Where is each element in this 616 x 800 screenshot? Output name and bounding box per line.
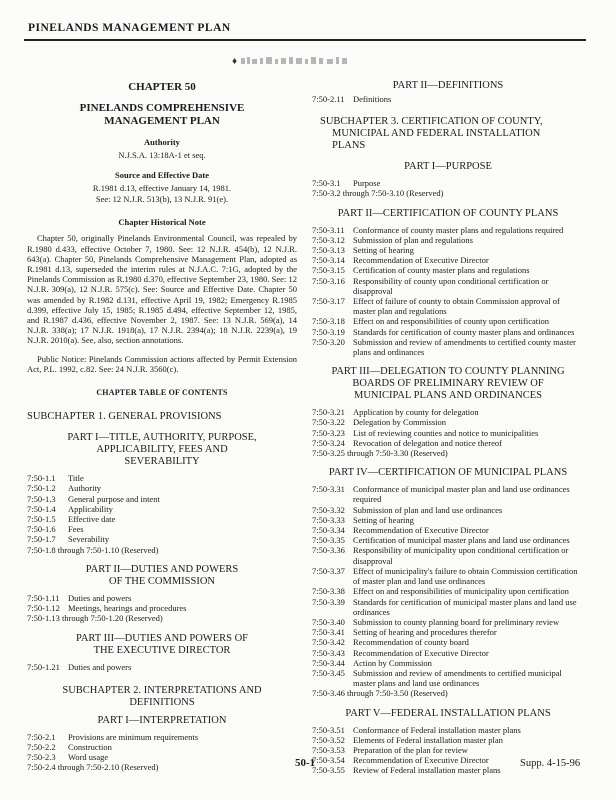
toc-entry: [27, 752, 297, 762]
toc-entry: [27, 662, 297, 672]
section-number: 7:50-3.31: [312, 484, 345, 495]
part-heading: PART V—FEDERAL INSTALLATION PLANS: [345, 707, 551, 719]
authority-heading: Authority: [144, 137, 180, 148]
section-title: Revocation of delegation and notice thereof: [353, 437, 502, 448]
section-title: Effect of municipality's failure to obtain Commission certification of master plan and land use ordinances: [353, 565, 578, 587]
section-title: Applicability: [68, 503, 113, 514]
toc-entry: [312, 94, 584, 104]
section-number: 7:50-1.11: [27, 592, 60, 603]
toc-entry: [312, 505, 584, 515]
section-number: 7:50-3.32: [312, 504, 345, 515]
toc-list: [312, 225, 584, 358]
section-number: 7:50-3.24: [312, 437, 345, 448]
section-number: 7:50-3.36: [312, 545, 345, 556]
section-title: Word usage: [68, 752, 109, 763]
stamp-mark: [232, 54, 354, 68]
toc-list: [27, 593, 297, 613]
part-heading: PART I—PURPOSE: [404, 161, 492, 173]
section-number: 7:50-2.11: [312, 94, 345, 104]
section-number: 7:50-1.1: [27, 473, 56, 484]
toc-entry: [312, 417, 584, 427]
section-number: 7:50-3.55: [312, 765, 345, 776]
part-heading: PART II—DEFINITIONS: [392, 80, 504, 91]
toc-entry: [312, 545, 584, 565]
public-notice: Public Notice: Pinelands Commission actions affected by Permit Extension Act, P.L. 1992, c.82. See: 24 N.J.R. 3560(c).: [27, 353, 297, 374]
part-heading-line: OF THE COMMISSION: [109, 575, 215, 587]
toc-range: 7:50-1.13 through 7:50-1.20 (Reserved): [27, 613, 163, 624]
section-title: Duties and powers: [68, 661, 132, 672]
toc-entry: [27, 473, 297, 483]
part-heading: PART I—INTERPRETATION: [97, 714, 227, 726]
section-number: 7:50-3.33: [312, 514, 345, 525]
section-number: 7:50-2.3: [27, 752, 56, 763]
section-number: 7:50-3.16: [312, 275, 345, 286]
subchapter-title: [320, 116, 584, 152]
section-number: 7:50-3.13: [312, 245, 345, 256]
section-title: Provisions are minimum requirements: [68, 731, 199, 742]
toc-entry: [312, 745, 584, 755]
toc-entry: [27, 483, 297, 493]
section-title: Definitions: [353, 94, 392, 104]
section-title: Recommendation of Executive Director: [353, 755, 489, 766]
stamp-icon: [241, 56, 349, 66]
section-number: 7:50-3.22: [312, 417, 345, 428]
toc-entry: [27, 593, 297, 603]
toc-entry: [312, 235, 584, 245]
part-heading: [27, 432, 297, 468]
toc-entry: [312, 648, 584, 658]
section-title: Purpose: [353, 178, 381, 189]
section-title: Fees: [68, 524, 84, 535]
supplement-date: Supp. 4-15-96: [520, 758, 581, 769]
section-number: 7:50-3.42: [312, 637, 345, 648]
toc-entry: [312, 245, 584, 255]
section-title: Recommendation of Executive Director: [353, 647, 489, 658]
part-heading-line: SEVERABILITY: [124, 456, 200, 468]
section-title: Construction: [68, 741, 112, 752]
section-title: Duties and powers: [68, 592, 132, 603]
section-number: 7:50-1.4: [27, 503, 56, 514]
chapter-title: [27, 102, 297, 128]
subchapter-title: SUBCHAPTER 1. GENERAL PROVISIONS: [27, 411, 222, 423]
section-title: Submission to county planning board for preliminary review: [353, 616, 560, 627]
section-title: Effective date: [68, 514, 116, 525]
section-title: Conformance of municipal master plan and land use ordinances required: [353, 484, 570, 505]
toc-entry: [312, 276, 584, 296]
section-title: Effect on and responsibilities of county upon certification: [353, 316, 549, 327]
toc-entry: [312, 255, 584, 265]
toc-entry: [312, 428, 584, 438]
toc-entry: [312, 178, 584, 188]
section-title: Responsibility of municipality upon conditional certification or disapproval: [353, 545, 569, 566]
toc-list: [27, 662, 297, 672]
subchapter-title-line: MUNICIPAL AND FEDERAL INSTALLATION: [332, 128, 541, 140]
section-title: Submission of plan and regulations: [353, 234, 473, 245]
toc-entry: [312, 337, 584, 357]
section-title: Action by Commission: [353, 657, 432, 668]
authority-text: N.J.S.A. 13:18A-1 et seq.: [118, 150, 206, 161]
source-line: See: 12 N.J.R. 513(b), 13 N.J.R. 91(e).: [95, 194, 229, 205]
section-title: Recommendation of Executive Director: [353, 525, 489, 536]
page-number: 50-1: [295, 757, 316, 769]
section-title: Conformance of county master plans and regulations required: [353, 224, 564, 235]
section-title: List of reviewing counties and notice to municipalities: [353, 427, 539, 438]
part-heading-line: APPLICABILITY, FEES AND: [96, 444, 228, 456]
toc-entry: [27, 742, 297, 752]
section-title: Submission of plan and land use ordinances: [353, 504, 503, 515]
section-number: 7:50-3.34: [312, 525, 345, 536]
part-heading: PART IV—CERTIFICATION OF MUNICIPAL PLANS: [328, 467, 568, 479]
toc-range: 7:50-3.2 through 7:50-3.10 (Reserved): [312, 188, 444, 199]
section-number: 7:50-1.7: [27, 534, 56, 545]
section-title: Certification of county master plans and regulations: [353, 265, 530, 276]
section-number: 7:50-3.38: [312, 586, 345, 597]
toc-entry: [312, 637, 584, 647]
part-heading: PART II—CERTIFICATION OF COUNTY PLANS: [337, 207, 559, 219]
section-number: 7:50-3.11: [312, 224, 345, 235]
section-number: 7:50-1.3: [27, 493, 56, 504]
subchapter-title-line: DEFINITIONS: [129, 696, 195, 708]
section-number: 7:50-3.12: [312, 234, 345, 245]
section-number: 7:50-3.20: [312, 336, 345, 347]
header-rule: [24, 39, 586, 41]
toc-entry: [312, 407, 584, 417]
section-number: 7:50-3.52: [312, 734, 345, 745]
toc-entry: [312, 586, 584, 596]
section-title: Effect on and responsibilities of municipality upon certification: [353, 586, 569, 597]
toc-entry: [312, 627, 584, 637]
toc-entry: [312, 525, 584, 535]
toc-entry: [312, 658, 584, 668]
part-heading: [312, 366, 584, 402]
part-heading-line: PART II—DUTIES AND POWERS: [85, 563, 239, 575]
toc-entry: [27, 534, 297, 544]
section-number: 7:50-3.44: [312, 657, 345, 668]
section-number: 7:50-3.35: [312, 535, 345, 546]
section-number: 7:50-2.1: [27, 731, 56, 742]
toc-entry: [312, 725, 584, 735]
chapter-title-line: PINELANDS COMPREHENSIVE: [79, 102, 245, 115]
section-number: 7:50-3.39: [312, 596, 345, 607]
toc-entry: [312, 438, 584, 448]
toc-entry: [312, 316, 584, 326]
section-title: Title: [68, 473, 84, 484]
toc-list: [312, 178, 584, 188]
part-heading-line: PART III—DUTIES AND POWERS OF: [75, 632, 249, 644]
subchapter-title-line: SUBCHAPTER 3. CERTIFICATION OF COUNTY,: [320, 116, 543, 128]
section-title: Effect of failure of county to obtain Commission approval of master plan and regulations: [353, 296, 560, 317]
section-title: Setting of hearing: [353, 514, 414, 525]
toc-heading: CHAPTER TABLE OF CONTENTS: [96, 388, 228, 398]
section-title: Certification of municipal master plans and land use ordinances: [353, 535, 570, 546]
section-number: 7:50-3.45: [312, 667, 345, 678]
toc-entry: [312, 597, 584, 617]
section-title: Standards for certification of municipal master plans and land use ordinances: [353, 596, 577, 617]
section-title: Submission and review of amendments to certified county master plans and ordinances: [353, 336, 576, 358]
section-number: 7:50-1.2: [27, 483, 56, 494]
section-title: Delegation by Commission: [353, 417, 447, 428]
history-note: Chapter 50, originally Pinelands Environmental Council, was repealed by R.1980 d.433, effective October 7, 1980. See: 12 N.J.R. 454(b), 12 N.J.R. 643(a). Chapter 50, Pinelands Comprehensive Management Plan, adopted as R.1981 d.13, superseded the interim rules at N.J.A.C. 7:1G, adopted by the Pinelands Commission as R.1980 d.370, effective September 23, 1980. See: 12 N.J.R. 309(a), 12 N.J.R. 575(c). See: Source and Effective Date. Chapter 50 was amended by R.1982 d.131, effective April 19, 1982; Emergency R.1985 d.399, effective July 15, 1985; R.1985 d.494, effective September 12, 1985, and R.1987 d.436, effective November 2, 1987. See: 13 N.J.R. 569(a), 14 N.J.R. 338(a); 17 N.J.R. 1918(a), 17 N.J.R. 2394(a); 18 N.J.R. 2239(a), 19 N.J.R. 2010(a). See, also, section annotations.: [27, 233, 297, 346]
section-title: Recommendation of county board: [353, 637, 469, 648]
section-number: 7:50-3.18: [312, 316, 345, 327]
section-title: Setting of hearing: [353, 245, 414, 256]
part-heading-line: BOARDS OF PRELIMINARY REVIEW OF: [352, 378, 544, 390]
section-title: Recommendation of Executive Director: [353, 255, 489, 266]
chapter-number: CHAPTER 50: [128, 81, 196, 93]
toc-entry: [312, 225, 584, 235]
section-title: Authority: [68, 483, 102, 494]
toc-entry: [312, 265, 584, 275]
section-title: Submission and review of amendments to certified municipal master plans and land use ordinances: [353, 667, 562, 689]
section-number: 7:50-3.53: [312, 744, 345, 755]
toc-entry: [312, 668, 584, 688]
running-head: PINELANDS MANAGEMENT PLAN: [28, 22, 231, 34]
toc-range: 7:50-3.25 through 7:50-3.30 (Reserved): [312, 448, 448, 459]
toc-entry: [312, 535, 584, 545]
section-title: Severability: [68, 534, 110, 545]
part-heading-line: THE EXECUTIVE DIRECTOR: [93, 644, 231, 656]
toc-entry: [27, 603, 297, 613]
source-heading: Source and Effective Date: [114, 169, 210, 180]
toc-entry: [312, 327, 584, 337]
toc-entry: [312, 566, 584, 586]
toc-entry: [312, 617, 584, 627]
toc-entry: [27, 504, 297, 514]
section-title: Review of Federal installation master plans: [353, 765, 501, 776]
section-title: Responsibility of county upon conditional certification or disapproval: [353, 275, 549, 296]
subchapter-title-line: SUBCHAPTER 2. INTERPRETATIONS AND: [62, 684, 262, 696]
toc-list: [312, 94, 584, 104]
part-heading: [27, 633, 297, 657]
chapter-title-line: MANAGEMENT PLAN: [104, 115, 220, 128]
subchapter-title: [27, 685, 297, 709]
section-number: 7:50-3.43: [312, 647, 345, 658]
section-number: 7:50-3.14: [312, 255, 345, 266]
section-title: Application by county for delegation: [353, 407, 479, 418]
section-number: 7:50-2.2: [27, 741, 56, 752]
part-heading-line: PART I—TITLE, AUTHORITY, PURPOSE,: [67, 432, 257, 444]
section-number: 7:50-3.37: [312, 565, 345, 576]
toc-entry: [27, 494, 297, 504]
toc-range: 7:50-3.46 through 7:50-3.50 (Reserved): [312, 688, 448, 699]
section-title: Elements of Federal installation master plan: [353, 734, 503, 745]
toc-list: [27, 473, 297, 544]
toc-entry: [27, 524, 297, 534]
toc-list: [312, 484, 584, 688]
part-heading: [27, 564, 297, 588]
history-heading: Chapter Historical Note: [118, 217, 206, 228]
section-number: 7:50-3.40: [312, 616, 345, 627]
section-number: 7:50-3.41: [312, 627, 345, 638]
section-number: 7:50-3.23: [312, 427, 345, 438]
toc-range: 7:50-1.8 through 7:50-1.10 (Reserved): [27, 544, 159, 555]
subchapter-title-line: PLANS: [332, 140, 366, 152]
section-number: 7:50-1.6: [27, 524, 56, 535]
diamond-icon: ♦: [232, 55, 238, 67]
section-title: Preparation of the plan for review: [353, 744, 468, 755]
section-number: 7:50-3.17: [312, 296, 345, 307]
section-title: Setting of hearing and procedures therefor: [353, 627, 497, 638]
section-number: 7:50-3.19: [312, 326, 345, 337]
section-number: 7:50-3.15: [312, 265, 345, 276]
section-number: 7:50-3.54: [312, 755, 345, 766]
toc-entry: [312, 735, 584, 745]
source-line: R.1981 d.13, effective January 14, 1981.: [92, 182, 232, 193]
section-number: 7:50-1.21: [27, 661, 60, 672]
toc-entry: [27, 732, 297, 742]
toc-entry: [27, 514, 297, 524]
left-column: [27, 80, 297, 773]
section-number: 7:50-1.5: [27, 514, 56, 525]
section-number: 7:50-3.1: [312, 178, 341, 189]
section-title: Standards for certification of county master plans and ordinances: [353, 326, 575, 337]
toc-entry: [312, 484, 584, 504]
section-title: General purpose and intent: [68, 493, 160, 504]
section-number: 7:50-1.12: [27, 603, 60, 614]
part-heading-line: PART III—DELEGATION TO COUNTY PLANNING: [331, 366, 565, 378]
right-column: [312, 80, 584, 776]
part-heading-line: MUNICIPAL PLANS AND ORDINANCES: [354, 390, 542, 402]
section-title: Meetings, hearings and procedures: [68, 603, 187, 614]
toc-range: 7:50-2.4 through 7:50-2.10 (Reserved): [27, 762, 159, 773]
toc-entry: [312, 296, 584, 316]
toc-list: [312, 407, 584, 448]
toc-entry: [312, 515, 584, 525]
section-number: 7:50-3.21: [312, 407, 345, 418]
section-number: 7:50-3.51: [312, 724, 345, 735]
toc-list: [27, 732, 297, 763]
section-title: Conformance of Federal installation master plans: [353, 724, 521, 735]
